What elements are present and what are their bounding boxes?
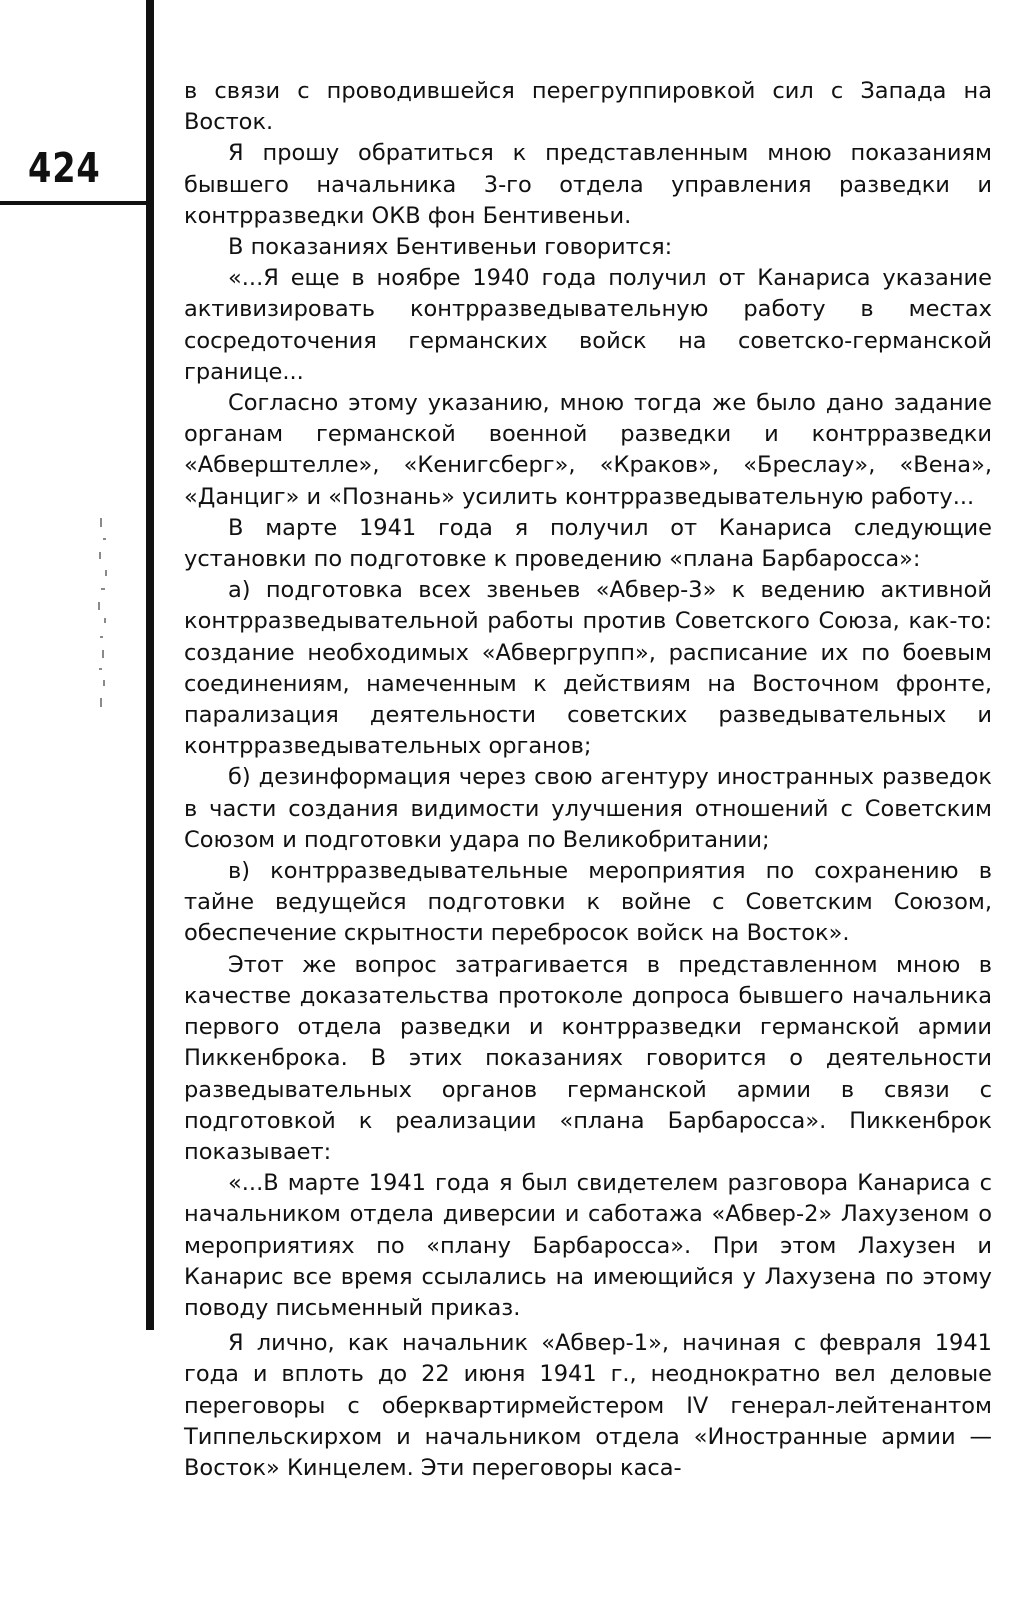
paragraph: В показаниях Бентивеньи говорится: (228, 234, 673, 261)
paragraph: Я прошу обратиться к представленным мною показаниям бывшего начальника 3-го отдела управления разведки и контрразведки ОКВ фон Бентивеньи. (184, 140, 992, 229)
paragraph: а) подготовка всех звеньев «Абвер-3» к ведению активной контрразведывательной работы против Советского Союза, как-то: создание необходимых «Абвергрупп», расписание их по боевым соединениям, намеченным к действиям на Восточном фронте, парализация деятельности советских разведывательных и контрразведывательных органов; (184, 577, 992, 760)
page-number: 424 (28, 144, 101, 192)
margin-marks (90, 518, 120, 718)
header-rule (0, 201, 146, 205)
paragraph: Согласно этому указанию, мною тогда же было дано задание органам германской военной разведки и контрразведки «Абверштелле», «Кенигсберг», «Краков», «Бреслау», «Вена», «Данциг» и «Познань» усилить контрразведывательную работу... (184, 390, 992, 510)
paragraph: в связи с проводившейся перегруппировкой сил с Запада на Восток. (184, 78, 992, 136)
paragraph: в) контрразведывательные мероприятия по сохранению в тайне ведущейся подготовки к войне с Советским Союзом, обеспечение скрытности перебросок войск на Восток». (184, 858, 992, 947)
paragraph: «...В марте 1941 года я был свидетелем разговора Канариса с начальником отдела диверсии и саботажа «Абвер-2» Лахузеном о мероприятиях по «плану Барбаросса». При этом Лахузен и Канарис все время ссылались на имеющийся у Лахузена по этому поводу письменный приказ. (184, 1170, 992, 1321)
paragraph: В марте 1941 года я получил от Канариса следующие установки по подготовке к проведению «плана Барбаросса»: (184, 514, 992, 573)
paragraph: б) дезинформация через свою агентуру иностранных разведок в части создания видимости улучшения отношений с Советским Союзом и подготовки удара по Великобритании; (184, 764, 992, 853)
paragraph: Этот же вопрос затрагивается в представленном мною в качестве доказательства протоколе допроса бывшего начальника первого отдела разведки и контрразведки германской армии Пиккенброка. В этих показаниях говорится о деятельности разведывательных органов германской армии в связи с подготовкой к реализации «плана Барбаросса». Пиккенброк показывает: (184, 951, 992, 1165)
paragraph: Я лично, как начальник «Абвер-1», начиная с февраля 1941 года и вплоть до 22 июня 1941 г., неоднократно вел деловые переговоры с оберквартирмейстером IV генерал-лейтенантом Типпельскирхом и начальником отдела «Иностранные армии — Восток» Кинцелем. Эти переговоры каса- (184, 1330, 992, 1481)
text-column (184, 76, 992, 1484)
paragraph: «...Я еще в ноябре 1940 года получил от Канариса указание активизировать контрразведывательную работу в местах сосредоточения германских войск на советско-германской границе... (184, 265, 992, 385)
margin-bar (146, 0, 154, 1330)
